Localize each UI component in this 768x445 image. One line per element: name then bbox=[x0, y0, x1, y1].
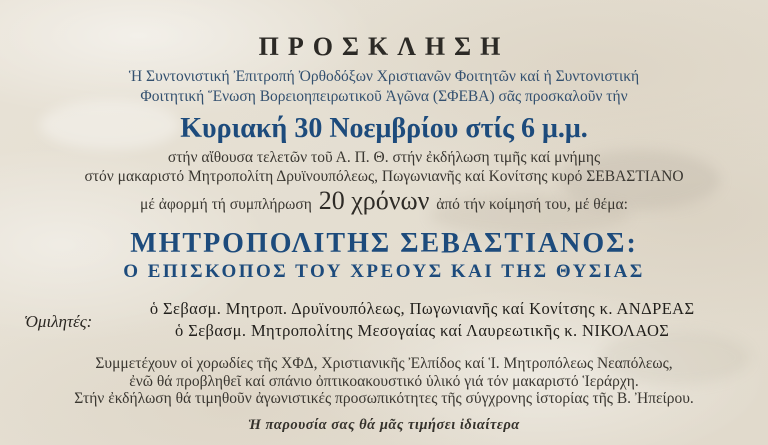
event-details bbox=[0, 355, 768, 408]
organizers-intro-line2: Φοιτητική Ἕνωση Βορειοηπειρωτικοῦ Ἀγῶνα (ΣΦΕΒΑ) σᾶς προσκαλοῦν τήν bbox=[140, 88, 628, 105]
details-line2: ἐνῶ θά προβληθεῖ καί σπάνιο ὀπτικοακουστικό ὑλικό γιά τόν μακαριστό Ἱεράρχη. bbox=[129, 372, 639, 390]
speakers-section bbox=[0, 298, 768, 342]
theme-title: ΜΗΤΡΟΠΟΛΙΤΗΣ ΣΕΒΑΣΤΙΑΝΟΣ: bbox=[130, 228, 638, 259]
speaker-item: ὁ Σεβασμ. Μητροπολίτης Μεσογαίας καί Λαυρεωτικῆς κ. ΝΙΚΟΛΑΟΣ bbox=[175, 321, 670, 340]
details-line1: Συμμετέχουν οἱ χορωδίες τῆς ΧΦΔ, Χριστιανικῆς Ἐλπίδος καί Ἱ. Μητροπόλεως Νεαπόλεως, bbox=[95, 355, 673, 372]
closing-line: Ἡ παρουσία σας θά μᾶς τιμήσει ἰδιαίτερα bbox=[248, 416, 520, 433]
event-venue: στήν αἴθουσα τελετῶν τοῦ Α. Π. Θ. στήν ἐκδήλωση τιμῆς καί μνήμης bbox=[167, 149, 601, 166]
theme-subtitle: Ο ΕΠΙΣΚΟΠΟΣ ΤΟΥ ΧΡΕΟΥΣ ΚΑΙ ΤΗΣ ΘΥΣΙΑΣ bbox=[123, 261, 645, 282]
occasion-prefix: μέ ἀφορμή τή συμπλήρωση bbox=[140, 196, 312, 213]
poster-title: ΠΡΟΣΚΛΗΣΗ bbox=[258, 32, 510, 61]
event-date: Κυριακή 30 Νοεμβρίου στίς 6 μ.μ. bbox=[180, 113, 588, 144]
honoree-line: στόν μακαριστό Μητροπολίτη Δρυϊνουπόλεως, Πωγωνιανῆς καί Κονίτσης κυρό ΣΕΒΑΣΤΙΑΝΟ bbox=[84, 168, 684, 185]
details-line3: Στήν ἐκδήλωση θά τιμηθοῦν ἀγωνιστικές προσωπικότητες τῆς σύγχρονης ἱστορίας τῆς Β. Ἠπείρου. bbox=[74, 390, 694, 407]
organizers-intro bbox=[0, 67, 768, 107]
occasion-line bbox=[0, 187, 768, 219]
occasion-suffix: ἀπό τήν κοίμησή του, μέ θέμα: bbox=[436, 196, 628, 213]
occasion-years-highlight: 20 χρόνων bbox=[318, 186, 430, 215]
organizers-intro-line1: Ἡ Συντονιστική Ἐπιτροπή Ὀρθοδόξων Χριστιανῶν Φοιτητῶν καί ἡ Συντονιστική bbox=[128, 68, 640, 85]
speakers-label: Ὁμιλητές: bbox=[24, 312, 93, 331]
speakers-list bbox=[100, 298, 744, 342]
speaker-item: ὁ Σεβασμ. Μητροπ. Δρυϊνουπόλεως, Πωγωνιανῆς καί Κονίτσης κ. ΑΝΔΡΕΑΣ bbox=[149, 299, 695, 318]
